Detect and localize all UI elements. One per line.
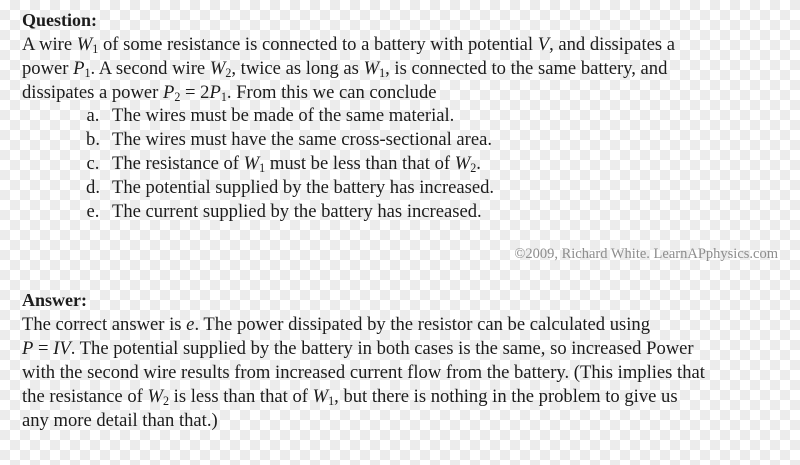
text-run: , and dissipates a <box>549 34 676 55</box>
answer-line-3 <box>22 361 705 385</box>
text-run: = <box>33 338 54 359</box>
text-run: The resistance of <box>112 153 244 174</box>
text-run: The correct answer is <box>22 314 187 335</box>
text-run: , is connected to the same battery, and <box>385 58 668 79</box>
text-run: The current supplied by the battery has increased. <box>112 201 482 222</box>
math-variable: P <box>73 58 85 79</box>
math-variable: W <box>243 153 260 174</box>
subscript: 1 <box>259 161 266 175</box>
math-variable: P <box>162 82 175 103</box>
text-run: , twice as long as <box>231 58 364 79</box>
math-variable: V <box>537 34 550 55</box>
answer-line-4 <box>22 385 678 409</box>
copyright-credit: ©2009, Richard White. LearnAPphysics.com <box>514 246 778 262</box>
option-label: a. <box>86 105 100 126</box>
answer-line-2 <box>22 337 694 361</box>
question-heading: Question: <box>22 10 98 30</box>
option-label: e. <box>86 201 100 222</box>
subscript: 1 <box>379 66 386 80</box>
text-run: . From this we can conclude <box>226 82 437 103</box>
option-label: c. <box>86 153 100 174</box>
subscript: 2 <box>162 394 170 408</box>
text-run: must be less than that of <box>265 153 455 174</box>
question-line-2 <box>22 57 667 81</box>
option-label: d. <box>86 177 100 198</box>
text-run: . The potential supplied by the battery in both cases is the same, so increased Power <box>70 338 694 359</box>
question-line-3 <box>22 81 437 105</box>
answer-line-1 <box>22 313 650 337</box>
text-run: power <box>22 58 74 79</box>
option-text <box>112 128 492 152</box>
math-variable: W <box>454 153 471 174</box>
subscript: 1 <box>328 394 335 408</box>
text-run: The wires must be made of the same material. <box>112 105 455 126</box>
math-variable: W <box>312 386 329 407</box>
text-run: The wires must have the same cross-sectional area. <box>112 129 492 150</box>
subscript: 1 <box>84 66 91 80</box>
math-variable: W <box>363 58 380 79</box>
text-run: dissipates a power <box>22 82 163 103</box>
option-label: b. <box>86 129 100 150</box>
math-variable: P <box>209 82 221 103</box>
answer-heading: Answer: <box>22 290 87 310</box>
text-run: . <box>476 153 481 174</box>
text-run: The potential supplied by the battery has increased. <box>112 177 495 198</box>
text-run: A wire <box>22 34 77 55</box>
math-variable: W <box>76 34 93 55</box>
text-run: the resistance of <box>22 386 148 407</box>
math-variable: W <box>209 58 226 79</box>
subscript: 1 <box>92 42 99 56</box>
subscript: 2 <box>470 161 477 175</box>
option-text <box>112 104 454 128</box>
text-run: any more detail than that.) <box>22 410 218 431</box>
question-line-1 <box>22 33 675 57</box>
subscript: 1 <box>220 90 227 104</box>
text-run: with the second wire results from increased current flow from the battery. (This implies that <box>22 362 705 383</box>
math-variable: IV <box>53 338 71 359</box>
math-variable: e <box>186 314 195 335</box>
text-run: of some resistance is connected to a battery with potential <box>98 34 538 55</box>
option-text <box>112 200 482 224</box>
math-variable: P <box>22 338 34 359</box>
text-run: is less than that of <box>169 386 313 407</box>
answer-line-5 <box>22 409 218 433</box>
subscript: 2 <box>225 66 232 80</box>
text-run: . A second wire <box>90 58 210 79</box>
option-text <box>112 152 481 176</box>
text-run: . The power dissipated by the resistor can be calculated using <box>194 314 651 335</box>
math-variable: W <box>147 386 163 407</box>
text-run: , but there is nothing in the problem to give us <box>334 386 678 407</box>
subscript: 2 <box>174 90 181 104</box>
option-text <box>112 176 494 200</box>
text-run: = 2 <box>180 82 210 103</box>
